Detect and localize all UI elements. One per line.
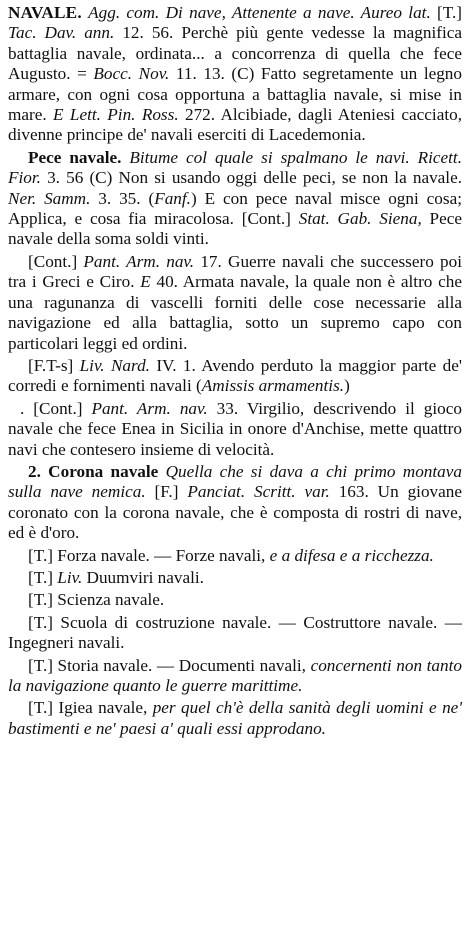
entry-paragraph-storia: [8, 656, 462, 697]
text-run: [T.] Scienza navale.: [28, 590, 165, 610]
text-run: [T.]: [28, 567, 58, 587]
text-run: 272. Alcibiade, dagli Ateniesi cacciato, divenne principe de' navali eserciti di Lacedemonia.: [8, 105, 462, 145]
entry-paragraph-forza-navale: [8, 546, 462, 566]
text-run: Stat. Gab. Siena,: [298, 209, 422, 229]
text-run: e a difesa e a ricchezza.: [269, 545, 434, 565]
text-run: IV. 1. Avendo perduto la maggior parte de' corredi e fornimenti navali (: [8, 355, 462, 396]
text-run: [T.] Scuola di costruzione navale. — Costruttore navale. — Ingegneri navali.: [8, 612, 462, 653]
sub-headword: 2. Corona navale: [28, 461, 159, 481]
text-run: per quel ch'è della sanità degli uomini e ne' bastimenti e ne' paesi a' quali essi approdano.: [8, 698, 462, 738]
text-run: Liv. Nard.: [79, 355, 150, 375]
entry-paragraph-corona-navale: [8, 462, 462, 544]
entry-paragraph-igiea: [8, 698, 462, 739]
text-run: Pant. Arm. nav.: [91, 398, 208, 418]
sub-headword: Pece navale.: [28, 147, 122, 167]
entry-paragraph-main: [8, 3, 462, 146]
entry-paragraph-pece-navale: [8, 148, 462, 250]
text-run: [F.]: [145, 482, 188, 502]
text-run: Agg. com. Di nave, Attenente a nave. Aureo lat.: [88, 3, 431, 22]
text-run: [T.] Igiea navale,: [28, 698, 153, 718]
text-run: [T.] Storia navale. — Documenti navali,: [28, 655, 311, 675]
text-run: 12. 56. Perchè più gente vedesse la magnifica battaglia navale, ordinata... a concorrenza di quella che fece Augusto. =: [8, 23, 462, 84]
text-run: 163. Un giovane coronato con la corona navale, che è composta di rostri di nave, ed è d'oro.: [8, 482, 462, 543]
text-run: [Cont.]: [28, 251, 84, 271]
text-run: Duumviri navali.: [82, 567, 204, 587]
text-run: Tac. Dav. ann.: [8, 23, 115, 43]
text-run: Bitume col quale si spalmano le navi. Ricett. Fior.: [8, 147, 462, 188]
text-run: 3. 56 (C) Non si usando oggi delle peci, se non la navale.: [40, 168, 462, 188]
entry-paragraph-gioco-navale: [8, 399, 462, 460]
text-run: . [Cont.]: [20, 398, 92, 418]
text-run: Bocc. Nov.: [93, 64, 170, 84]
text-run: [T.]: [430, 3, 463, 22]
text-run: [158, 462, 165, 481]
text-run: [T.] Forza navale. — Forze navali,: [28, 545, 270, 565]
text-run: Amissis armamentis.: [201, 376, 345, 396]
headword: NAVALE.: [8, 3, 82, 22]
text-run: Liv.: [57, 567, 83, 587]
text-run: 40. Armata navale, la quale non è altro che una ragunanza di vascelli forniti delle cose necessarie alla navigazione ed alla battaglia, sotto un supremo capo con particolari leggi ed ordini.: [8, 272, 462, 353]
text-run: Pant. Arm. nav.: [83, 251, 195, 271]
text-run: ): [344, 376, 350, 396]
text-run: E Lett. Pin. Ross.: [53, 105, 179, 125]
text-run: Ner. Samm.: [8, 188, 91, 208]
text-run: Fanf.: [154, 188, 191, 208]
text-run: ) E con pece naval misce ogni cosa; Applica, e cosa fia miracolosa. [Cont.]: [8, 188, 462, 229]
entry-paragraph-fornimenti-navali: [8, 356, 462, 397]
entry-paragraph-scuola: [8, 613, 462, 654]
text-run: 11. 13. (C) Fatto segretamente un legno armare, con ogni cosa opportuna a battaglia navale, si mise in mare.: [8, 64, 462, 125]
entry-paragraph-armata-navale: [8, 252, 462, 354]
entry-paragraph-scienza: [8, 590, 462, 610]
text-run: 33. Virgilio, descrivendo il gioco navale che fece Enea in Sicilia in onore d'Anchise, mette quattro navi che contesero insieme di velocità.: [8, 398, 462, 459]
text-run: Quella che si dava a chi primo montava sulla nave nemica.: [8, 461, 462, 502]
text-run: 3. 35. (: [90, 188, 155, 208]
text-run: concernenti non tanto la navigazione quanto le guerre marittime.: [8, 655, 462, 695]
text-run: Pece navale della soma soldi vinti.: [8, 209, 463, 249]
text-run: 17. Guerre navali che successero poi tra i Greci e Ciro.: [8, 251, 463, 292]
text-run: E: [140, 272, 151, 292]
entry-paragraph-duumviri: [8, 568, 462, 588]
text-run: [F.T-s]: [28, 355, 80, 375]
text-run: Panciat. Scritt. var.: [187, 482, 330, 502]
